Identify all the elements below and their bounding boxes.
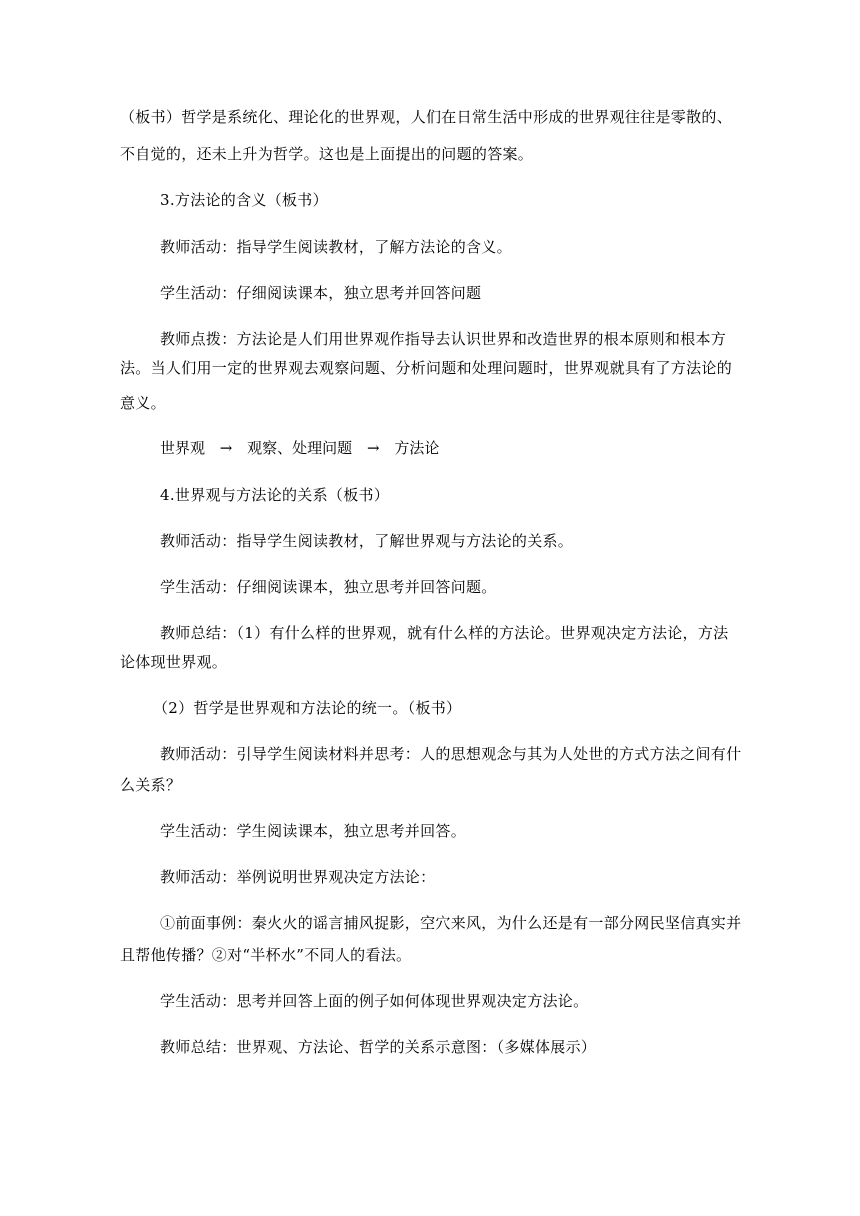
paragraph-line: 不自觉的，还未上升为哲学。这也是上面提出的问题的答案。 (120, 145, 534, 163)
paragraph-line: 学生活动：仔细阅读课本，独立思考并回答问题。 (160, 578, 497, 596)
paragraph-line: ①前面事例：秦火火的谣言捕风捉影，空穴来风，为什么还是有一部分网民坚信真实并 (160, 914, 742, 932)
paragraph-line: 么关系？ (120, 776, 182, 794)
paragraph-line: 且帮他传播？②对“半杯水”不同人的看法。 (120, 946, 412, 964)
paragraph-line: 学生活动：思考并回答上面的例子如何体现世界观决定方法论。 (160, 992, 589, 1010)
paragraph-line: 学生活动：学生阅读课本，独立思考并回答。 (160, 822, 467, 840)
arrow-right-icon: → (219, 439, 233, 457)
paragraph-line: 学生活动：仔细阅读课本，独立思考并回答问题 (160, 284, 482, 302)
paragraph-line: 教师活动：举例说明世界观决定方法论： (160, 868, 436, 886)
paragraph-line: 教师总结：世界观、方法论、哲学的关系示意图：（多媒体展示） (160, 1038, 597, 1056)
paragraph-line: （板书）哲学是系统化、理论化的世界观，人们在日常生活中形成的世界观往往是零散的、 (120, 108, 733, 126)
paragraph-line: 教师总结：（1）有什么样的世界观，就有什么样的方法论。世界观决定方法论，方法 (160, 624, 729, 642)
paragraph-line: 教师活动：指导学生阅读教材，了解方法论的含义。 (160, 238, 512, 256)
paragraph-line: 教师活动：指导学生阅读教材，了解世界观与方法论的关系。 (160, 532, 574, 550)
flow-step-worldview: 世界观 (160, 439, 206, 457)
section-heading: 3.方法论的含义（板书） (160, 191, 328, 209)
flow-step-methodology: 方法论 (394, 439, 440, 457)
paragraph-line: （2）哲学是世界观和方法论的统一。（板书） (153, 699, 462, 717)
arrow-right-icon: → (366, 439, 380, 457)
paragraph-line: 法。当人们用一定的世界观去观察问题、分析问题和处理问题时，世界观就具有了方法论的 (120, 359, 733, 377)
flow-step-observe: 观察、处理问题 (247, 439, 353, 457)
worldview-flow (160, 437, 439, 459)
paragraph-line: 教师活动：引导学生阅读材料并思考：人的思想观念与其为人处世的方式方法之间有什 (160, 745, 742, 763)
paragraph-line: 意义。 (120, 394, 166, 412)
paragraph-line: 论体现世界观。 (120, 653, 228, 671)
section-heading: 4.世界观与方法论的关系（板书） (160, 486, 390, 504)
paragraph-line: 教师点拨：方法论是人们用世界观作指导去认识世界和改造世界的根本原则和根本方 (160, 330, 727, 348)
